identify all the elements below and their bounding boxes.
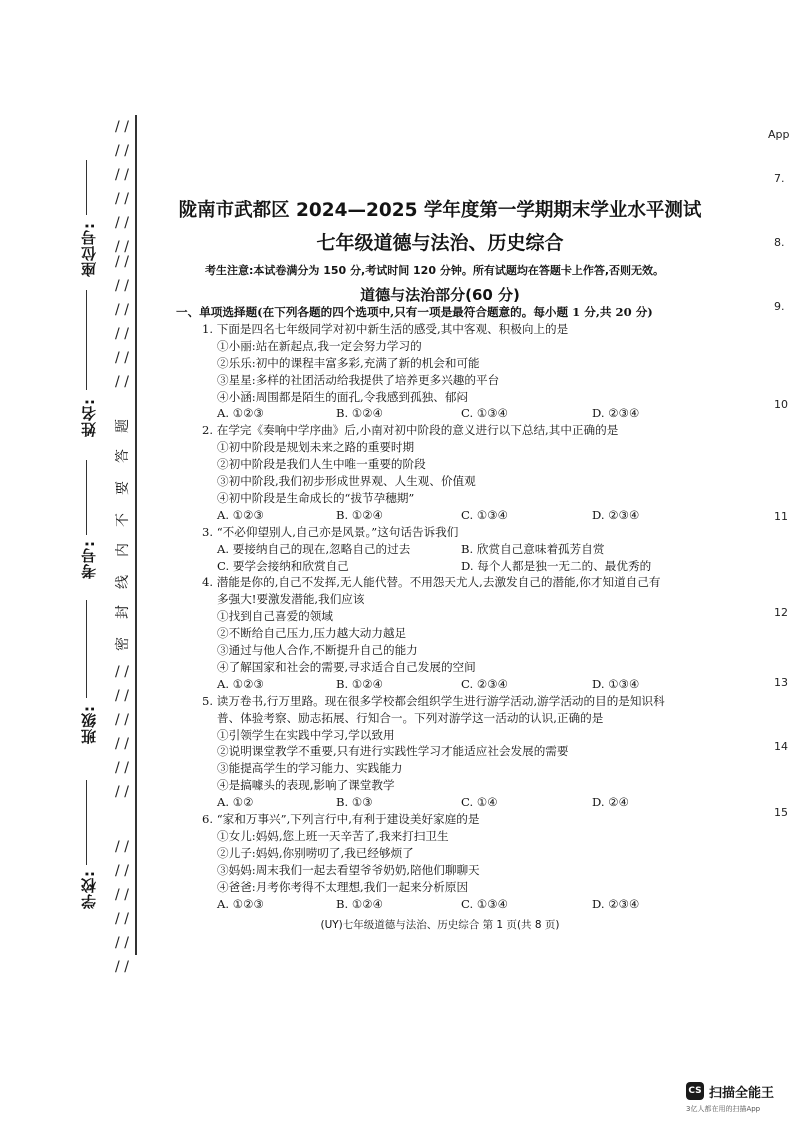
question-4-item: ①找到自己喜爱的领域 bbox=[217, 609, 333, 624]
question-content bbox=[176, 304, 750, 913]
option-b[interactable]: B. ①②④ bbox=[336, 406, 384, 421]
right-edge-app: App bbox=[768, 128, 790, 141]
question-4-item: ④了解国家和社会的需要,寻求适合自己发展的空间 bbox=[217, 659, 476, 674]
question-5-item: ②说明课堂教学不重要,只有进行实践性学习才能适应社会发展的需要 bbox=[217, 744, 569, 759]
option-b[interactable]: B. ①②④ bbox=[336, 507, 384, 522]
name-blank bbox=[86, 290, 87, 390]
right-edge-number: 9. bbox=[774, 300, 785, 313]
seal-char: 要 bbox=[115, 481, 131, 495]
question-6-item: ②儿子:妈妈,你别唠叨了,我已经够烦了 bbox=[217, 845, 414, 860]
section-heading: 道德与法治部分(60 分) bbox=[360, 286, 520, 304]
option-c[interactable]: C. 要学会接纳和欣赏自己 bbox=[217, 558, 349, 573]
question-5-stem: 5. 读万卷书,行万里路。现在很多学校都会组织学生进行游学活动,游学活动的目的是知识科 bbox=[202, 693, 665, 708]
name-label: 姓名: bbox=[80, 398, 98, 437]
slash-marks-bottom: / / / / / / / / / / / / bbox=[115, 839, 129, 975]
option-d[interactable]: D. ①③④ bbox=[592, 676, 640, 691]
right-edge-number: 10 bbox=[774, 398, 788, 411]
question-4-item: ②不断给自己压力,压力越大动力越足 bbox=[217, 626, 407, 641]
option-d[interactable]: D. ②③④ bbox=[592, 896, 640, 911]
question-5-options bbox=[190, 794, 750, 811]
question-2-options bbox=[190, 507, 750, 524]
seal-char: 密 bbox=[115, 637, 131, 651]
right-edge-number: 15 bbox=[774, 806, 788, 819]
exam-notice: 考生注意:本试卷满分为 150 分,考试时间 120 分钟。所有试题均在答题卡上作答,否则无效。 bbox=[205, 264, 664, 277]
scanner-app-name: 扫描全能王 bbox=[709, 1086, 775, 1101]
option-b[interactable]: B. ①②④ bbox=[336, 896, 384, 911]
right-edge-number: 13 bbox=[774, 676, 788, 689]
seal-char: 封 bbox=[115, 605, 131, 619]
seal-char: 答 bbox=[115, 449, 131, 463]
question-2-item: ④初中阶段是生命成长的“拔节孕穗期” bbox=[217, 490, 415, 505]
seal-char: 内 bbox=[115, 543, 131, 557]
option-c[interactable]: C. ①③④ bbox=[461, 896, 509, 911]
seal-char: 线 bbox=[115, 575, 131, 589]
exam-title: 陇南市武都区 2024—2025 学年度第一学期期末学业水平测试 bbox=[178, 200, 702, 221]
class-blank bbox=[86, 600, 87, 698]
seat-number-blank bbox=[86, 160, 87, 215]
school-label: 学校: bbox=[80, 870, 98, 909]
question-6-item: ③妈妈:周末我们一起去看望爷爷奶奶,陪他们聊聊天 bbox=[217, 862, 480, 877]
option-b[interactable]: B. ①②④ bbox=[336, 676, 384, 691]
right-edge-number: 11 bbox=[774, 510, 788, 523]
slash-marks-top: / / / / / / / / / / / / bbox=[115, 119, 129, 255]
question-4-item: ③通过与他人合作,不断提升自己的能力 bbox=[217, 643, 418, 658]
question-1-item: ①小丽:站在新起点,我一定会努力学习的 bbox=[217, 338, 422, 353]
option-a[interactable]: A. 要接纳自己的现在,忽略自己的过去 bbox=[217, 541, 411, 556]
right-edge-number: 8. bbox=[774, 236, 785, 249]
exam-number-label: 考号: bbox=[80, 540, 98, 579]
question-2-item: ②初中阶段是我们人生中唯一重要的阶段 bbox=[217, 457, 426, 472]
question-6-options bbox=[190, 896, 750, 913]
question-1-item: ④小涵:周围都是陌生的面孔,令我感到孤独、郁闷 bbox=[217, 389, 469, 404]
question-6-stem: 6. “家和万事兴”,下列言行中,有利于建设美好家庭的是 bbox=[202, 812, 480, 827]
option-c[interactable]: C. ②③④ bbox=[461, 676, 509, 691]
right-edge-number: 14 bbox=[774, 740, 788, 753]
scanner-logo-icon: CS bbox=[686, 1082, 704, 1100]
right-edge-number: 7. bbox=[774, 172, 785, 185]
question-2-stem: 2. 在学完《奏响中学序曲》后,小南对初中阶段的意义进行以下总结,其中正确的是 bbox=[202, 423, 619, 438]
exam-subtitle: 七年级道德与法治、历史综合 bbox=[316, 232, 564, 254]
question-1-item: ②乐乐:初中的课程丰富多彩,充满了新的机会和可能 bbox=[217, 355, 480, 370]
right-edge-number: 12 bbox=[774, 606, 788, 619]
question-4-options bbox=[190, 676, 750, 693]
binding-line bbox=[135, 115, 137, 955]
seat-number-label: 座位号: bbox=[80, 222, 98, 277]
question-3-options-row1 bbox=[190, 541, 750, 558]
question-5-item: ④是搞噱头的表现,影响了课堂教学 bbox=[217, 778, 395, 793]
question-2-item: ①初中阶段是规划未来之路的重要时期 bbox=[217, 440, 415, 455]
slash-marks-lower: / / / / / / / / / / / / bbox=[115, 664, 129, 800]
option-c[interactable]: C. ①③④ bbox=[461, 507, 509, 522]
option-d[interactable]: D. ②③④ bbox=[592, 507, 640, 522]
question-3-options-row2 bbox=[190, 558, 750, 575]
option-a[interactable]: A. ①② bbox=[217, 795, 254, 810]
option-d[interactable]: D. ②④ bbox=[592, 795, 630, 810]
school-blank bbox=[86, 780, 87, 865]
question-5-stem-cont: 普、体验考察、励志拓展、行知合一。下列对游学这一活动的认识,正确的是 bbox=[217, 710, 604, 725]
question-4-stem: 4. 潜能是你的,自己不发挥,无人能代替。不用怨天尤人,去激发自己的潜能,你才知道自己有 bbox=[202, 575, 661, 590]
option-b[interactable]: B. 欣赏自己意味着孤芳自赏 bbox=[461, 541, 605, 556]
instructions: 一、单项选择题(在下列各题的四个选项中,只有一项是最符合题意的。每小题 1 分,共 20 分) bbox=[176, 305, 653, 319]
option-a[interactable]: A. ①②③ bbox=[217, 406, 264, 421]
scanner-tagline: 3亿人都在用的扫描App bbox=[686, 1105, 761, 1113]
question-6-item: ④爸爸:月考你考得不太理想,我们一起来分析原因 bbox=[217, 879, 469, 894]
option-a[interactable]: A. ①②③ bbox=[217, 507, 264, 522]
question-1-options bbox=[190, 405, 750, 422]
option-a[interactable]: A. ①②③ bbox=[217, 896, 264, 911]
option-d[interactable]: D. ②③④ bbox=[592, 406, 640, 421]
page-footer: (UY)七年级道德与法治、历史综合 第 1 页(共 8 页) bbox=[320, 919, 560, 931]
option-c[interactable]: C. ①③④ bbox=[461, 406, 509, 421]
slash-marks-upper: / / / / / / / / / / / / bbox=[115, 254, 129, 390]
question-5-item: ①引领学生在实践中学习,学以致用 bbox=[217, 727, 395, 742]
exam-number-blank bbox=[86, 460, 87, 535]
option-a[interactable]: A. ①②③ bbox=[217, 676, 264, 691]
question-1-item: ③星星:多样的社团活动给我提供了培养更多兴趣的平台 bbox=[217, 372, 500, 387]
option-c[interactable]: C. ①④ bbox=[461, 795, 498, 810]
seal-char: 题 bbox=[115, 419, 131, 433]
question-2-item: ③初中阶段,我们初步形成世界观、人生观、价值观 bbox=[217, 474, 476, 489]
question-1-stem: 1. 下面是四名七年级同学对初中新生活的感受,其中客观、积极向上的是 bbox=[202, 321, 569, 336]
option-d[interactable]: D. 每个人都是独一无二的、最优秀的 bbox=[461, 558, 652, 573]
question-6-item: ①女儿:妈妈,您上班一天辛苦了,我来打扫卫生 bbox=[217, 829, 449, 843]
question-5-item: ③能提高学生的学习能力、实践能力 bbox=[217, 761, 403, 776]
seal-char: 不 bbox=[115, 513, 131, 527]
option-b[interactable]: B. ①③ bbox=[336, 795, 373, 810]
question-3-stem: 3. “不必仰望别人,自己亦是风景。”这句话告诉我们 bbox=[202, 524, 459, 539]
question-4-stem-cont: 多强大!要激发潜能,我们应该 bbox=[217, 592, 365, 607]
class-label: 班级: bbox=[80, 705, 98, 744]
